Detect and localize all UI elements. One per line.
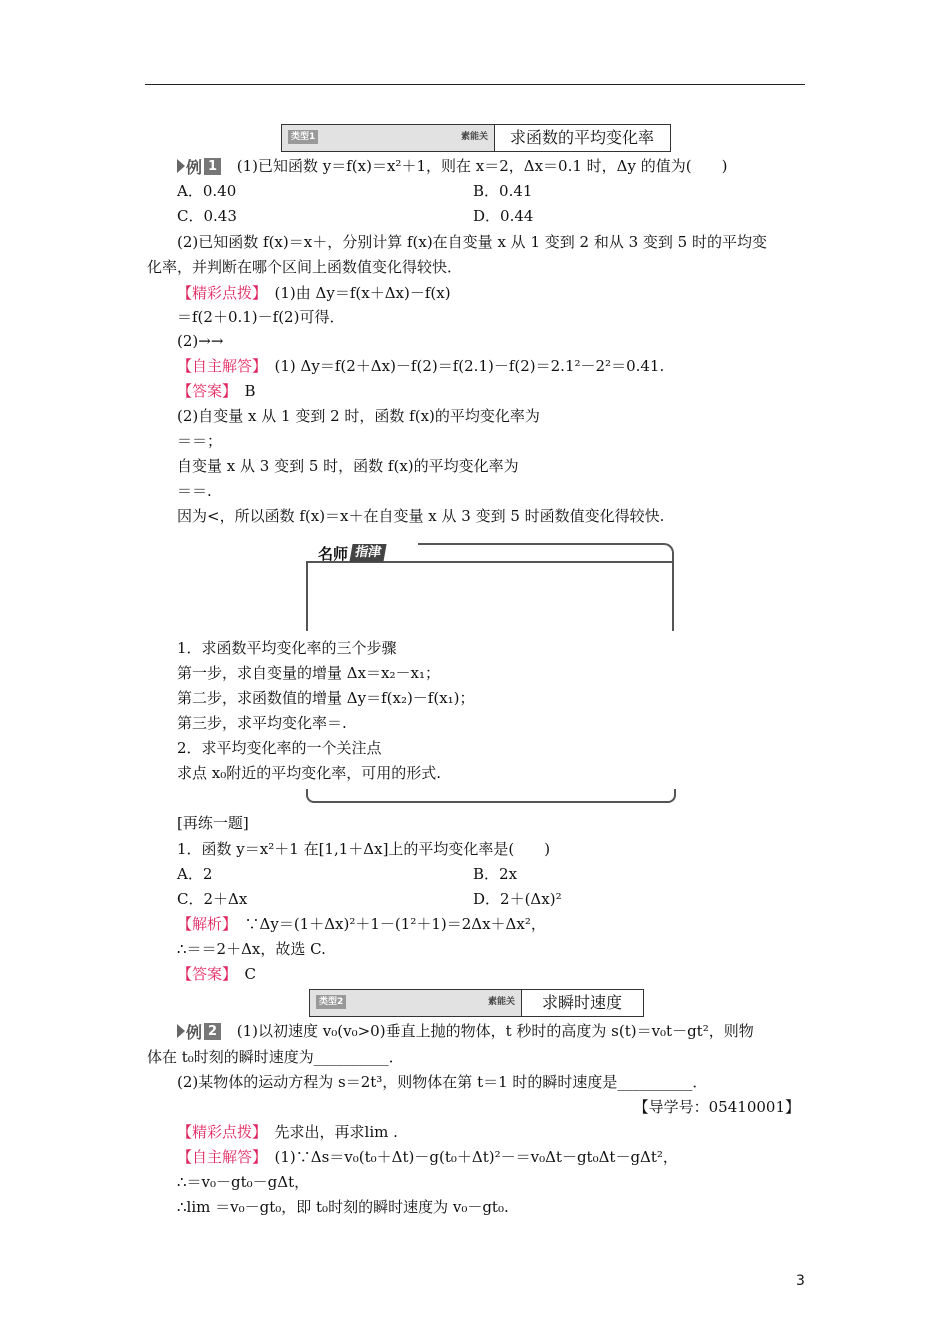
solve2-line2: ∴＝v₀－gt₀－gΔt，	[177, 1173, 310, 1191]
type2-banner	[309, 989, 644, 1017]
header-rule	[145, 84, 805, 85]
type1-title: 求函数的平均变化率	[509, 128, 654, 147]
teacher-guide-label: 名师 指津	[318, 543, 385, 563]
hint1-line3: (2)→→	[177, 332, 224, 350]
practice-optD: D．2＋(Δx)²	[473, 890, 562, 908]
solve1b-line3: 自变量 x 从 3 变到 5 时，函数 f(x)的平均变化率为	[177, 457, 519, 475]
practice-optA: A．2	[177, 865, 213, 883]
ex2-q1b: 体在 t₀时刻的瞬时速度为__________．	[147, 1048, 404, 1066]
ex1-q2b: 化率，并判断在哪个区间上函数值变化得较快．	[147, 258, 463, 276]
type1-tag2: 素能关	[460, 132, 488, 142]
study-number: 【导学号：05410001】	[633, 1098, 800, 1116]
solve1b-line4: ＝＝.	[177, 482, 212, 500]
solve1b-line2: ＝＝；	[177, 432, 223, 450]
ex1-q2a: (2)已知函数 f(x)＝x＋，分别计算 f(x)在自变量 x 从 1 变到 2 和从 3 变到 5 时的平均变	[177, 233, 767, 251]
hint2: 【精彩点拨】 先求出，再求lim .	[177, 1123, 398, 1141]
practice-optB: B．2x	[473, 865, 518, 883]
ex1-optC: C．0.43	[177, 207, 237, 225]
ex1-optD: D．0.44	[473, 207, 534, 225]
ex2-q1: (1)以初速度 v₀(v₀>0)垂直上抛的物体，t 秒时的高度为 s(t)＝v₀t－gt²，则物	[232, 1022, 754, 1040]
teacher-line5: 2．求平均变化率的一个关注点	[177, 739, 382, 757]
ex1-optB: B．0.41	[473, 182, 533, 200]
ex2-q2: (2)某物体的运动方程为 s＝2t³，则物体在第 t＝1 时的瞬时速度是__________．	[177, 1073, 708, 1091]
solve2-line3: ∴lim ＝v₀－gt₀，即 t₀时刻的瞬时速度为 v₀－gt₀.	[177, 1198, 509, 1216]
teacher-line1: 1．求函数平均变化率的三个步骤	[177, 639, 397, 657]
practice-answer: 【答案】 C	[177, 965, 256, 983]
teacher-line2: 第一步，求自变量的增量 Δx＝x₂－x₁；	[177, 664, 441, 682]
solve2-line1: 【自主解答】 (1)∵Δs＝v₀(t₀＋Δt)－g(t₀＋Δt)²－＝v₀Δt－gt₀Δt－gΔt²，	[177, 1148, 678, 1166]
teacher-line3: 第二步，求函数值的增量 Δy＝f(x₂)－f(x₁)；	[177, 689, 475, 707]
practice-solution: 【解析】 ∵Δy＝(1＋Δx)²＋1－(1²＋1)＝2Δx＋Δx²，	[177, 915, 546, 933]
triangle-icon	[177, 159, 185, 173]
page-number: 3	[796, 1273, 805, 1289]
ex1-optA: A．0.40	[177, 182, 237, 200]
hint1-line1: 【精彩点拨】 (1)由 Δy＝f(x＋Δx)－f(x)	[177, 284, 451, 302]
solve1b-line1: (2)自变量 x 从 1 变到 2 时，函数 f(x)的平均变化率为	[177, 407, 540, 425]
example2-badge: 例 2	[177, 1020, 221, 1042]
type2-title: 求瞬时速度	[541, 993, 622, 1012]
solve1-line1: 【自主解答】 (1) Δy＝f(2＋Δx)－f(2)＝f(2.1)－f(2)＝2.1²－2²＝0.41.	[177, 357, 665, 375]
practice-head: [再练一题]	[177, 814, 249, 832]
answer1: 【答案】 B	[177, 382, 256, 400]
example1-badge: 例 1	[177, 155, 221, 177]
teacher-line6: 求点 x₀附近的平均变化率，可用的形式.	[177, 764, 442, 782]
practice-question: 1．函数 y＝x²＋1 在[1,1＋Δx]上的平均变化率是( )	[177, 840, 551, 858]
type1-tag: 类型1	[288, 130, 318, 144]
triangle-icon	[177, 1024, 185, 1038]
practice-solution2: ∴＝＝2＋Δx，故选 C.	[177, 940, 326, 958]
type2-tag2: 素能关	[487, 997, 515, 1007]
teacher-line4: 第三步，求平均变化率＝.	[177, 714, 347, 732]
hint1-line2: ＝f(2＋0.1)－f(2)可得．	[177, 308, 345, 326]
type1-banner	[281, 124, 671, 152]
type2-tag: 类型2	[316, 995, 346, 1009]
solve1b-line5: 因为<，所以函数 f(x)＝x＋在自变量 x 从 3 变到 5 时函数值变化得较快.	[177, 507, 665, 525]
ex1-q1: (1)已知函数 y＝f(x)＝x²＋1，则在 x＝2，Δx＝0.1 时，Δy 的值为( )	[232, 157, 728, 175]
practice-optC: C．2＋Δx	[177, 890, 248, 908]
